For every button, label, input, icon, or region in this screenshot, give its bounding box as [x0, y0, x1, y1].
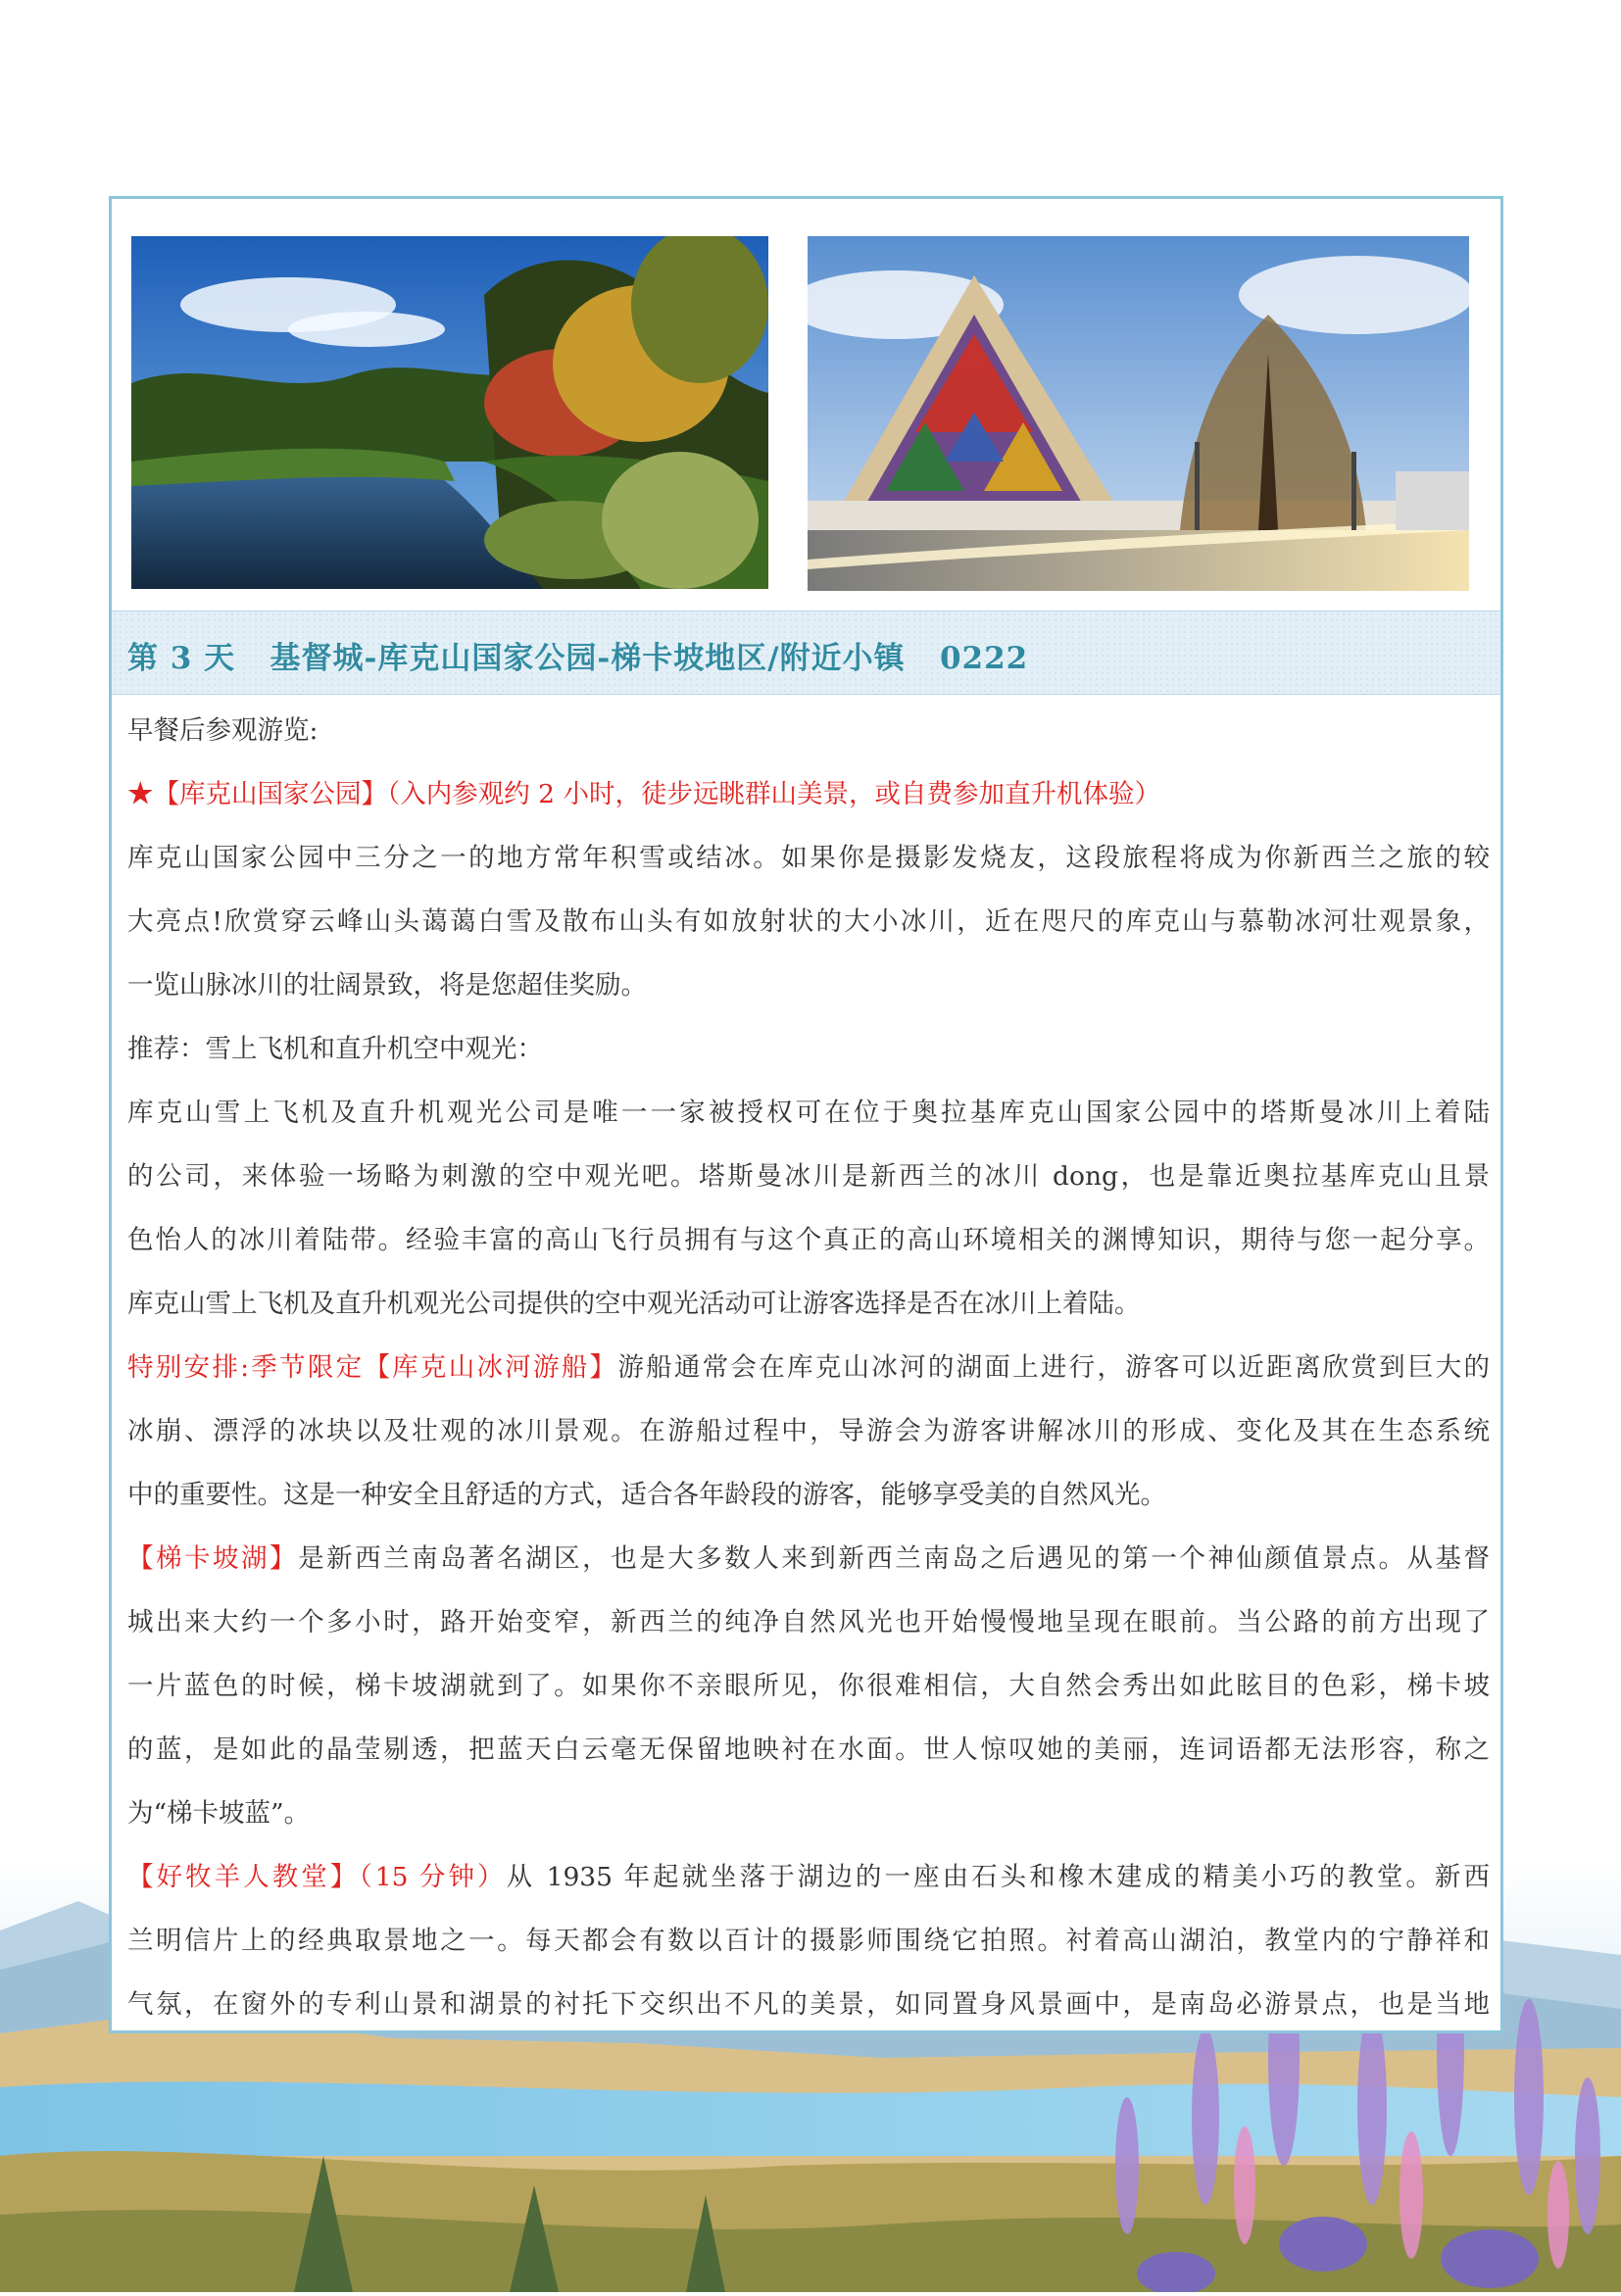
- tekapo-line: [127, 1527, 1490, 1590]
- paragraph-line: 的公司，来体验一场略为刺激的空中观光吧。塔斯曼冰川是新西兰的冰川 dong，也是靠近奥拉基库克山且景: [127, 1161, 1490, 1192]
- church-highlight: 【好牧羊人教堂】（15 分钟）: [127, 1862, 507, 1892]
- mt-cook-heading: ★【库克山国家公园】（入内参观约 2 小时，徒步远眺群山美景，或自费参加直升机体验）: [127, 779, 1160, 809]
- tekapo-text: 是新西兰南岛著名湖区，也是大多数人来到新西兰南岛之后遇见的第一个神仙颜值景点。从基督: [298, 1543, 1491, 1574]
- paragraph-line: 兰明信片上的经典取景地之一。每天都会有数以百计的摄影师围绕它拍照。衬着高山湖泊，教堂内的宁静祥和: [127, 1926, 1490, 1956]
- intro-text: 早餐后参观游览:: [127, 715, 319, 746]
- glacier-cruise-highlight: 特别安排:季节限定【库克山冰河游船】: [127, 1352, 618, 1383]
- tekapo-highlight: 【梯卡坡湖】: [127, 1543, 299, 1574]
- paragraph-line: 大亮点!欣赏穿云峰山头蔼蔼白雪及散布山头有如放射状的大小冰川，近在咫尺的库克山与慕勒冰河壮观景象，: [127, 906, 1490, 937]
- day-header: [112, 611, 1500, 695]
- paragraph-line: 冰崩、漂浮的冰块以及壮观的冰川景观。在游船过程中，导游会为游客讲解冰川的形成、变化及其在生态系统: [127, 1416, 1490, 1446]
- glacier-cruise-line: [127, 1336, 1490, 1399]
- paragraph-line: 为“梯卡坡蓝”。: [127, 1798, 311, 1829]
- paragraph-line: 城出来大约一个多小时，路开始变窄，新西兰的纯净自然风光也开始慢慢地呈现在眼前。当公路的前方出现了: [127, 1607, 1490, 1637]
- paragraph-line: 一览山脉冰川的壮阔景致，将是您超佳奖励。: [127, 970, 647, 1001]
- garden-river-photo: [131, 236, 768, 589]
- paragraph-line: 库克山雪上飞机及直升机观光公司提供的空中观光活动可让游客选择是否在冰川上着陆。: [127, 1289, 1141, 1319]
- paragraph-line: 的蓝，是如此的晶莹剔透，把蓝天白云毫无保留地映衬在水面。世人惊叹她的美丽，连词语都无法形容，称之: [127, 1734, 1490, 1765]
- itinerary-card: [109, 196, 1503, 2033]
- paragraph-line: 中的重要性。这是一种安全且舒适的方式，适合各年龄段的游客，能够享受美的自然风光。: [127, 1480, 1166, 1510]
- paragraph-line: 色怡人的冰川着陆带。经验丰富的高山飞行员拥有与这个真正的高山环境相关的渊博知识，期待与您一起分享。: [127, 1225, 1490, 1255]
- church-text: 从 1935 年起就坐落于湖边的一座由石头和橡木建成的精美小巧的教堂。新西: [506, 1862, 1490, 1892]
- paragraph-line: 一片蓝色的时候，梯卡坡湖就到了。如果你不亲眼所见，你很难相信，大自然会秀出如此眩目的色彩，梯卡坡: [127, 1671, 1490, 1701]
- day-title: 第 3 天 基督城-库克山国家公园-梯卡坡地区/附近小镇 0222: [127, 641, 1029, 676]
- recommend-label: 推荐：雪上飞机和直升机空中观光：: [127, 1034, 543, 1064]
- glacier-cruise-text: 游船通常会在库克山冰河的湖面上进行，游客可以近距离欣赏到巨大的: [617, 1352, 1490, 1383]
- church-line: [127, 1845, 1490, 1909]
- itinerary-content: [127, 699, 1490, 2033]
- paragraph-line: 库克山国家公园中三分之一的地方常年积雪或结冰。如果你是摄影发烧友，这段旅程将成为你新西兰之旅的较: [127, 843, 1490, 873]
- photo-row: [112, 199, 1500, 611]
- cardboard-cathedral-photo: [808, 236, 1469, 591]
- paragraph-line: 气氛，在窗外的专利山景和湖景的衬托下交织出不凡的美景，如同置身风景画中，是南岛必游景点，也是当地: [127, 1989, 1490, 2020]
- paragraph-line: 库克山雪上飞机及直升机观光公司是唯一一家被授权可在位于奥拉基库克山国家公园中的塔斯曼冰川上着陆: [127, 1098, 1490, 1128]
